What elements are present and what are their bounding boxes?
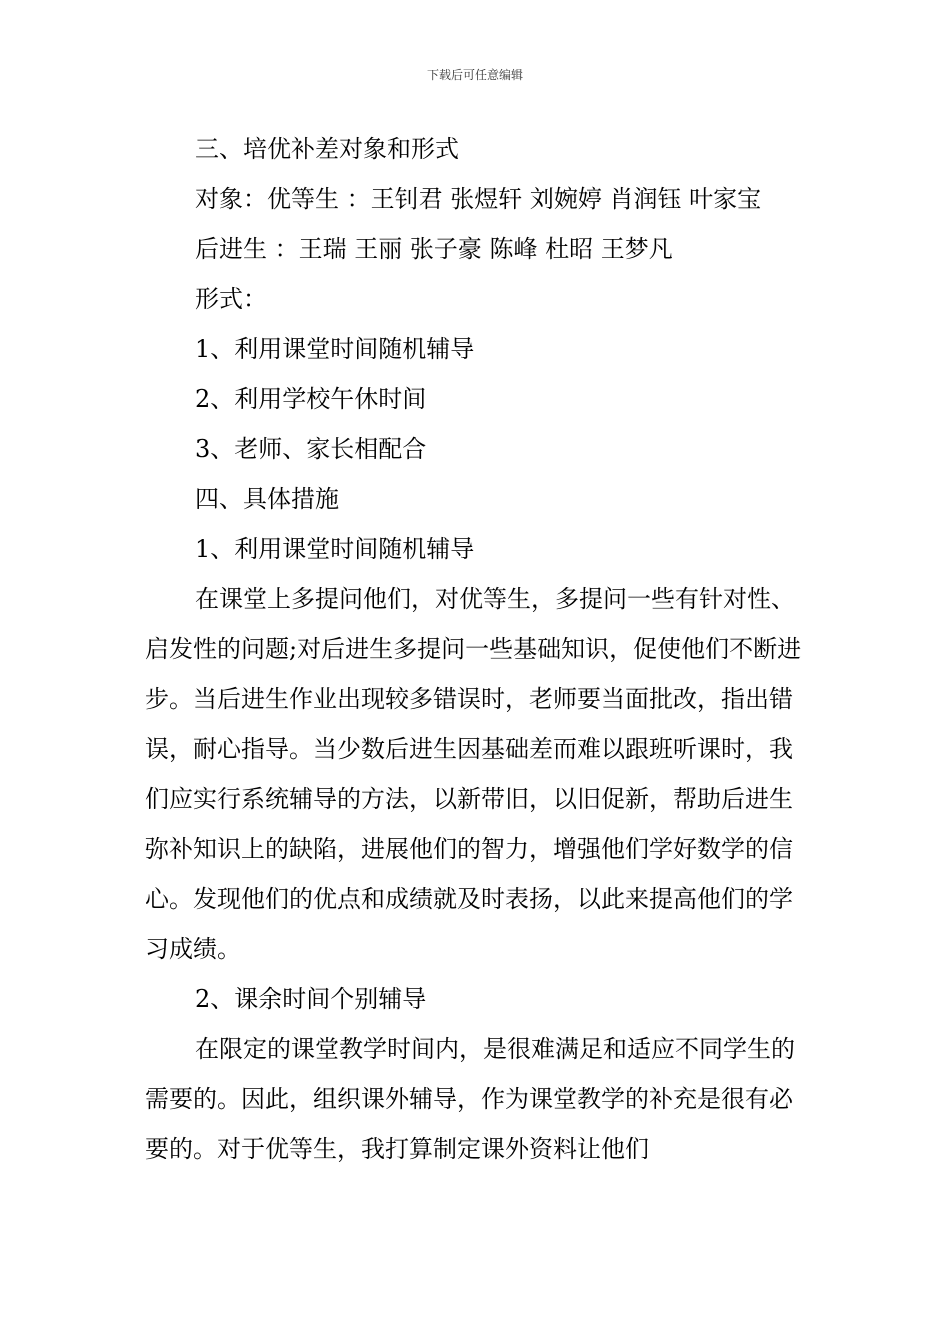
form-item-1: 1、利用课堂时间随机辅导 [195,335,475,363]
page-header-note: 下载后可任意编辑 [426,68,523,82]
form-label: 形式： [195,285,267,313]
section-heading-4: 四、具体措施 [195,485,339,513]
measure-2-body: 在限定的课堂教学时间内，是很难满足和适应不同学生的需要的。因此，组织课外辅导，作为课堂教学的补充是很有必要的。对于优等生，我打算制定课外资料让他们 [145,1035,795,1163]
measure-1-body: 在课堂上多提问他们，对优等生，多提问一些有针对性、启发性的问题;对后进生多提问一些基础知识，促使他们不断进步。当后进生作业出现较多错误时，老师要当面批改，指出错误，耐心指导。当少数后进生因基础差而难以跟班听课时，我们应实行系统辅导的方法，以新带旧，以旧促新，帮助后进生弥补知识上的缺陷，进展他们的智力，增强他们学好数学的信心。发现他们的优点和成绩就及时表扬，以此来提高他们的学习成绩。 [145,585,802,963]
measure-1-heading: 1、利用课堂时间随机辅导 [195,535,475,563]
form-item-3: 3、老师、家长相配合 [195,435,427,463]
measure-2-heading: 2、课余时间个别辅导 [195,985,427,1013]
form-item-2: 2、利用学校午休时间 [195,385,427,413]
target-struggling-students: 后进生 ：王瑞 王丽 张子豪 陈峰 杜昭 王梦凡 [195,235,673,263]
document-body [145,124,807,1174]
section-heading-3: 三、培优补差对象和形式 [195,135,459,163]
target-top-students: 对象：优等生 ：王钊君 张煜轩 刘婉婷 肖润钰 叶家宝 [195,185,762,213]
